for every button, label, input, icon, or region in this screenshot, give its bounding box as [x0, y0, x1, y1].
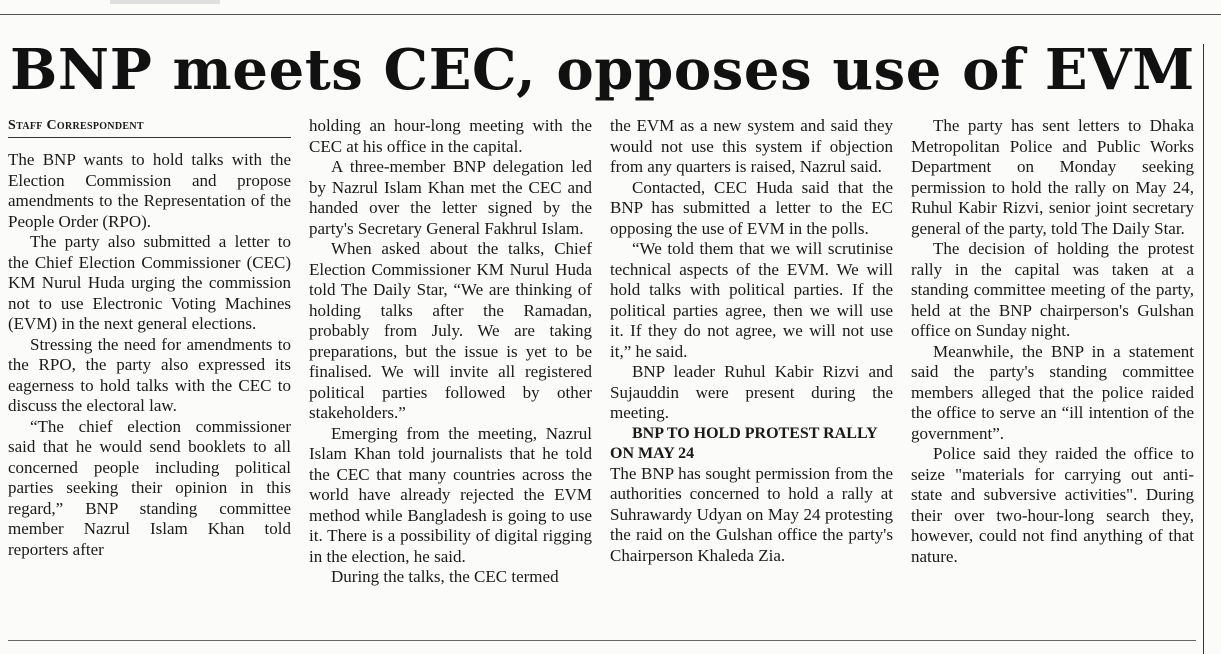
top-rule — [0, 14, 1221, 15]
paragraph: “The chief election commissioner said that he would send booklets to all concerned people including political parties seeking their opinion in this regard,” BNP standing committee member Nazrul Islam Khan told reporters after — [8, 416, 291, 559]
article-column-4 — [911, 116, 1194, 567]
paragraph: The party has sent letters to Dhaka Metropolitan Police and Public Works Department on Monday seeking permission to hold the rally on May 24, Ruhul Kabir Rizvi, senior joint secretary general of the party, told The Daily Star. — [911, 116, 1194, 238]
article-column-3 — [610, 116, 893, 566]
paragraph: BNP leader Ruhul Kabir Rizvi and Sujauddin were present during the meeting. — [610, 362, 893, 422]
paragraph: The BNP has sought permission from the authorities concerned to hold a rally at Suhrawardy Udyan on May 24 protesting the raid on the Gulshan office the party's Chairperson Khaleda Zia. — [610, 463, 893, 565]
headline: BNP meets CEC, opposes use of EVM — [10, 37, 1195, 103]
paragraph: “We told them that we will scrutinise technical aspects of the EVM. We will hold talks with political parties. If the political parties agree, then we will use it. If they do not agree, we will not use it,” he said. — [610, 239, 893, 361]
article-column-1 — [8, 116, 291, 560]
article-column-2 — [309, 116, 592, 588]
paragraph: A three-member BNP delegation led by Nazrul Islam Khan met the CEC and handed over the letter signed by the party's Secretary General Fakhrul Islam. — [309, 157, 592, 238]
paragraph: the EVM as a new system and said they would not use this system if objection from any quarters is raised, Nazrul said. — [610, 116, 893, 176]
paragraph: Police said they raided the office to seize "materials for carrying out anti-state and subversive activities". During their over two-hour-long search they, however, could not find anything of that nature. — [911, 444, 1194, 566]
paragraph: Stressing the need for amendments to the RPO, the party also expressed its eagerness to hold talks with the CEC to discuss the electoral law. — [8, 334, 291, 415]
paragraph: Emerging from the meeting, Nazrul Islam Khan told journalists that he told the CEC that many countries across the world have already rejected the EVM method while Bangladesh is going to use it. There is a possibility of digital rigging in the election, he said. — [309, 423, 592, 566]
subheading: BNP TO HOLD PROTEST RALLY ON MAY 24 — [610, 424, 878, 462]
paragraph: Meanwhile, the BNP in a statement said the party's standing committee members alleged that the police raided the office to serve an “ill intention of the government”. — [911, 341, 1194, 443]
paragraph: The decision of holding the protest rally in the capital was taken at a standing committee meeting of the party, held at the BNP chairperson's Gulshan office on Sunday night. — [911, 239, 1194, 340]
paragraph: holding an hour-long meeting with the CEC at his office in the capital. — [309, 116, 592, 156]
byline: Staff Correspondent — [8, 116, 291, 138]
paragraph: The party also submitted a letter to the Chief Election Commissioner (CEC) KM Nurul Huda urging the commission not to use Electronic Voting Machines (EVM) in the next general elections. — [8, 232, 291, 333]
paragraph: The BNP wants to hold talks with the Election Commission and propose amendments to the Representation of the People Order (RPO). — [8, 150, 291, 231]
bottom-rule — [8, 640, 1196, 641]
previous-page-clip — [110, 0, 220, 4]
paragraph: Contacted, CEC Huda said that the BNP has submitted a letter to the EC opposing the use of EVM in the polls. — [610, 177, 893, 238]
right-column-rule — [1203, 44, 1204, 654]
paragraph: During the talks, the CEC termed — [331, 567, 559, 586]
paragraph: When asked about the talks, Chief Election Commissioner KM Nurul Huda told The Daily Star, “We are thinking of holding talks after the Ramadan, probably from July. We are taking preparations, but the issue is yet to be finalised. We will invite all registered political parties followed by other stakeholders.” — [309, 239, 592, 422]
